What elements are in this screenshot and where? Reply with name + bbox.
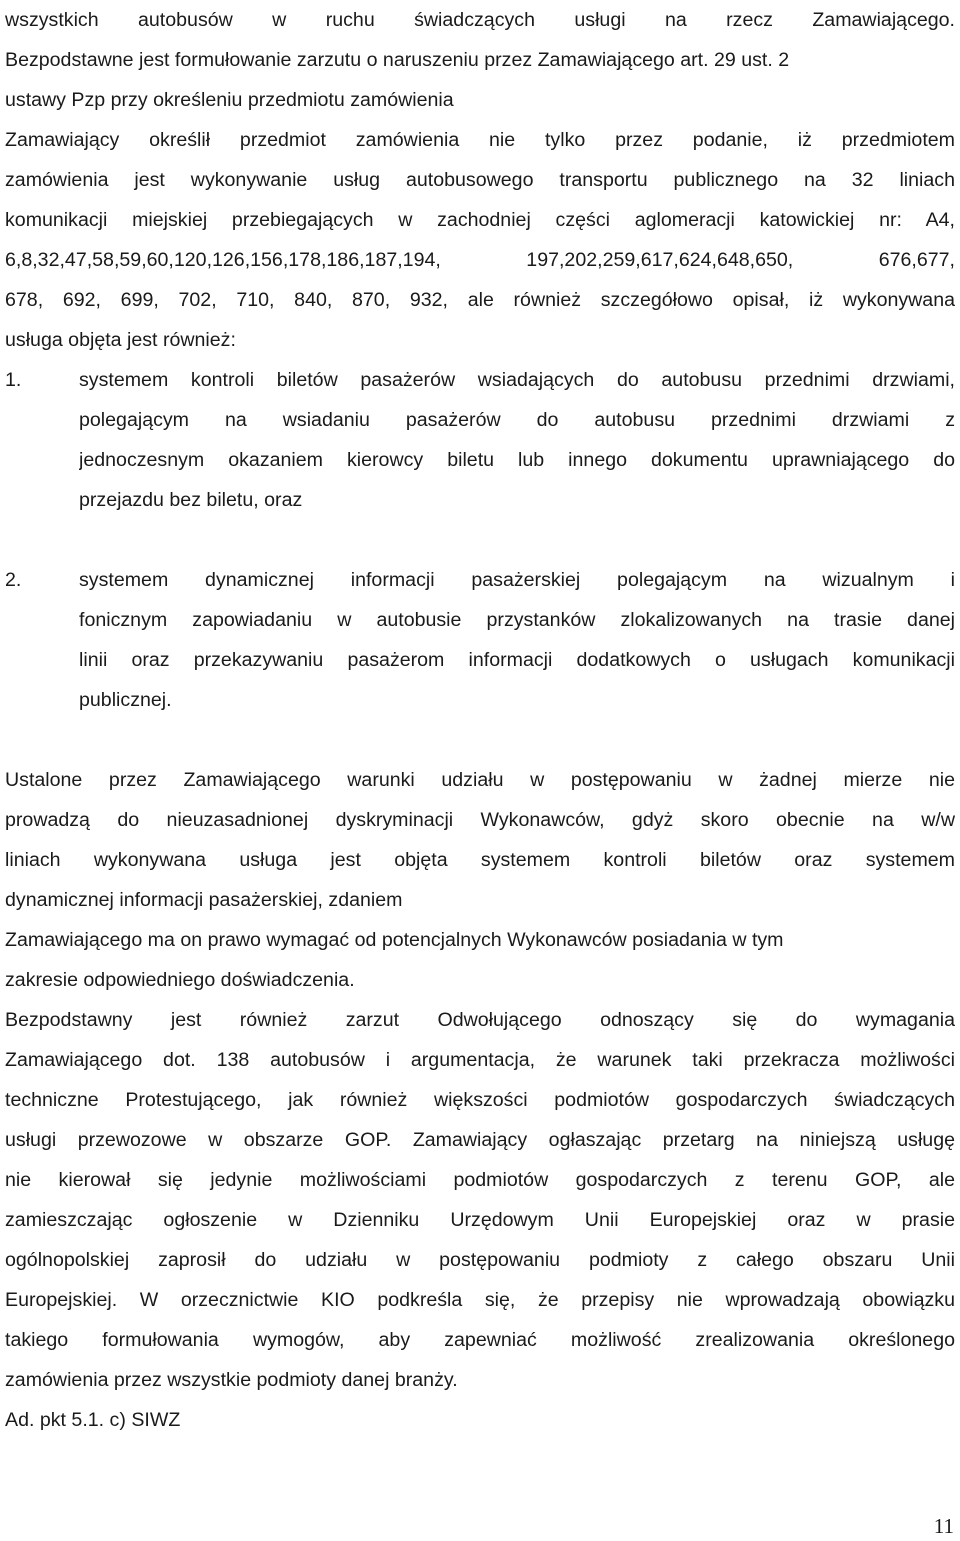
list-item-number: 1. (5, 369, 22, 391)
text-line: zamieszczając ogłoszenie w Dzienniku Urzędowym Unii Europejskiej oraz w prasie (5, 1209, 955, 1231)
list-item-text: polegającym na wsiadaniu pasażerów do autobusu przednimi drzwiami z (79, 409, 955, 431)
text-line: dynamicznej informacji pasażerskiej, zdaniem (5, 889, 403, 911)
text-line: 678, 692, 699, 702, 710, 840, 870, 932, ale również szczegółowo opisał, iż wykonywana (5, 289, 955, 311)
list-item-number: 2. (5, 569, 22, 591)
list-item-text: przejazdu bez biletu, oraz (79, 489, 303, 511)
text-line: Zamawiającego ma on prawo wymagać od potencjalnych Wykonawców posiadania w tym (5, 929, 784, 951)
document-page (5, 0, 955, 1440)
text-line: 6,8,32,47,58,59,60,120,126,156,178,186,187,194, 197,202,259,617,624,648,650, 676,677, (5, 249, 955, 271)
list-item (5, 560, 955, 600)
text-line: techniczne Protestującego, jak również większości podmiotów gospodarczych świadczących (5, 1089, 955, 1111)
list-item (5, 360, 955, 400)
text-line: zamówienia jest wykonywanie usług autobusowego transportu publicznego na 32 liniach (5, 169, 955, 191)
text-line: zamówienia przez wszystkie podmioty danej branży. (5, 1369, 458, 1391)
list-item-text: systemem kontroli biletów pasażerów wsiadających do autobusu przednimi drzwiami, (79, 369, 955, 391)
section-heading: Ad. pkt 5.1. c) SIWZ (5, 1409, 181, 1431)
text-line: Bezpodstawny jest również zarzut Odwołującego odnoszący się do wymagania (5, 1009, 955, 1031)
text-line: Europejskiej. W orzecznictwie KIO podkreśla się, że przepisy nie wprowadzają obowiązku (5, 1289, 955, 1311)
text-line: wszystkich autobusów w ruchu świadczących usługi na rzecz Zamawiającego. (5, 9, 955, 31)
list-item-text: jednoczesnym okazaniem kierowcy biletu lub innego dokumentu uprawniającego do (79, 449, 955, 471)
list-item-text: publicznej. (79, 689, 172, 711)
text-line: ogólnopolskiej zaprosił do udziału w postępowaniu podmioty z całego obszaru Unii (5, 1249, 955, 1271)
text-line: nie kierował się jedynie możliwościami podmiotów gospodarczych z terenu GOP, ale (5, 1169, 955, 1191)
text-line: Bezpodstawne jest formułowanie zarzutu o naruszeniu przez Zamawiającego art. 29 ust. 2 (5, 49, 790, 71)
text-line: liniach wykonywana usługa jest objęta systemem kontroli biletów oraz systemem (5, 849, 955, 871)
text-line: komunikacji miejskiej przebiegających w zachodniej części aglomeracji katowickiej nr: A4, (5, 209, 955, 231)
list-item-text: fonicznym zapowiadaniu w autobusie przystanków zlokalizowanych na trasie danej (79, 609, 955, 631)
list-item-text: systemem dynamicznej informacji pasażerskiej polegającym na wizualnym i (79, 569, 955, 591)
list-item-text: linii oraz przekazywaniu pasażerom informacji dodatkowych o usługach komunikacji (79, 649, 955, 671)
spacer (5, 720, 955, 760)
text-line: Ustalone przez Zamawiającego warunki udziału w postępowaniu w żadnej mierze nie (5, 769, 955, 791)
text-line: usługa objęta jest również: (5, 329, 236, 351)
text-line: ustawy Pzp przy określeniu przedmiotu zamówienia (5, 89, 454, 111)
text-line: usługi przewozowe w obszarze GOP. Zamawiający ogłaszając przetarg na niniejszą usługę (5, 1129, 955, 1151)
spacer (5, 520, 955, 560)
text-line: Zamawiający określił przedmiot zamówienia nie tylko przez podanie, iż przedmiotem (5, 129, 955, 151)
page-number: 11 (933, 1514, 954, 1538)
text-line: prowadzą do nieuzasadnionej dyskryminacji Wykonawców, gdyż skoro obecnie na w/w (5, 809, 955, 831)
text-line: takiego formułowania wymogów, aby zapewniać możliwość zrealizowania określonego (5, 1329, 955, 1351)
text-line: zakresie odpowiedniego doświadczenia. (5, 969, 355, 991)
text-line: Zamawiającego dot. 138 autobusów i argumentacja, że warunek taki przekracza możliwości (5, 1049, 955, 1071)
